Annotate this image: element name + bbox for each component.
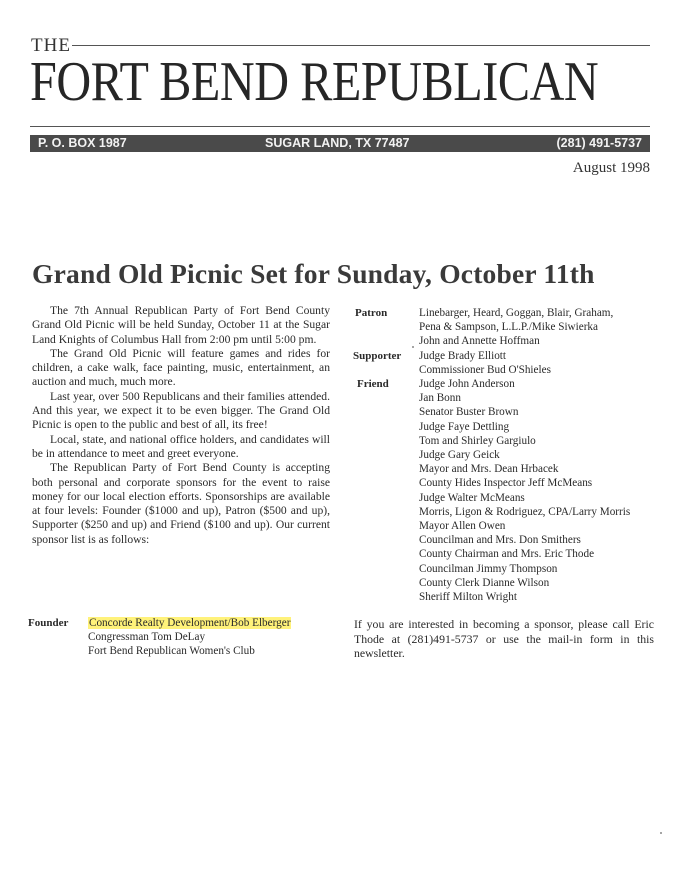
founder-label: Founder — [28, 617, 69, 629]
paragraph: Last year, over 500 Republicans and their families attended. And this year, we expect it to be even bigger. The Grand Old Picnic is open to the public and best of all, its free! — [32, 389, 330, 432]
article-body — [32, 304, 330, 547]
sponsor-name: Senator Buster Brown — [419, 406, 519, 419]
supporter-group — [355, 349, 655, 377]
sponsor-name: Councilman and Mrs. Don Smithers — [419, 534, 581, 547]
sponsor-name: Commissioner Bud O'Shieles — [419, 363, 551, 376]
scan-speck — [660, 832, 662, 834]
sponsor-name: Judge John Anderson — [419, 378, 515, 391]
sponsor-name: Pena & Sampson, L.L.P./Mike Siwierka — [419, 321, 598, 334]
sponsor-name: Judge Faye Dettling — [419, 420, 510, 433]
paragraph: Local, state, and national office holders, and candidates will be in attendance to meet and greet everyone. — [32, 432, 330, 460]
sponsor-name: Mayor and Mrs. Dean Hrbacek — [419, 463, 559, 476]
masthead-pre-title: THE — [31, 35, 71, 56]
sponsor-name-highlighted: Concorde Realty Development/Bob Elberger — [89, 617, 291, 629]
sponsor-call-to-action: If you are interested in becoming a sponsor, please call Eric Thode at (281)491-5737 or use the mail-in form in this newsletter. — [354, 617, 654, 661]
supporter-label: Supporter — [353, 349, 402, 362]
sponsor-name: Congressman Tom DeLay — [88, 631, 206, 644]
city-zip: SUGAR LAND, TX 77487 — [265, 136, 410, 150]
sponsor-name: Judge Walter McMeans — [419, 491, 525, 504]
scan-speck — [412, 346, 414, 348]
sponsor-name: Sheriff Milton Wright — [419, 591, 517, 604]
sponsor-name: County Clerk Dianne Wilson — [419, 576, 550, 589]
sponsor-name: Judge Gary Geick — [419, 449, 500, 462]
sponsor-name: Jan Bonn — [419, 392, 461, 405]
sponsor-name: County Chairman and Mrs. Eric Thode — [419, 548, 595, 561]
newspaper-title: FORT BEND REPUBLICAN — [30, 51, 599, 113]
patron-group — [355, 306, 655, 349]
paragraph: The Grand Old Picnic will feature games and rides for children, a cake walk, face painting, music, entertainment, an auction and much, much more. — [32, 346, 330, 389]
sponsor-name: Morris, Ligon & Rodriguez, CPA/Larry Morris — [419, 505, 631, 518]
friend-label: Friend — [357, 378, 389, 391]
sponsor-name: Councilman Jimmy Thompson — [419, 562, 558, 575]
masthead-top-rule — [72, 45, 650, 46]
sponsor-name: County Hides Inspector Jeff McMeans — [419, 477, 593, 490]
sponsor-name: Fort Bend Republican Women's Club — [88, 645, 255, 658]
sponsor-name: Mayor Allen Owen — [419, 520, 506, 533]
sponsor-name: Linebarger, Heard, Goggan, Blair, Graham, — [419, 307, 614, 319]
paragraph: The Republican Party of Fort Bend County is accepting both personal and corporate sponsors for the event to raise money for our local election efforts. Sponsorships are available at four levels: Founder ($1000 and up), Patron ($500 and up), Supporter ($250 and up) and Friend ($100 and up). Our current sponsor list is as follows: — [32, 461, 330, 546]
friend-group — [355, 377, 655, 604]
phone-number: (281) 491-5737 — [556, 136, 642, 150]
contact-band — [30, 135, 650, 152]
article-headline: Grand Old Picnic Set for Sunday, October 11th — [32, 258, 595, 289]
sponsor-name: Judge Brady Elliott — [419, 349, 507, 362]
po-box: P. O. BOX 1987 — [38, 136, 127, 150]
sponsor-name: Tom and Shirley Gargiulo — [419, 434, 536, 447]
masthead-bottom-rule — [30, 126, 650, 127]
sponsor-name: John and Annette Hoffman — [419, 335, 540, 348]
sponsor-list — [355, 306, 655, 604]
paragraph: The 7th Annual Republican Party of Fort Bend County Grand Old Picnic will be held Sunday, October 11 at the Sugar Land Knights of Columbus Hall from 2:00 pm until 5:00 pm. — [32, 304, 330, 346]
issue-date: August 1998 — [572, 160, 650, 176]
patron-label: Patron — [355, 307, 388, 319]
